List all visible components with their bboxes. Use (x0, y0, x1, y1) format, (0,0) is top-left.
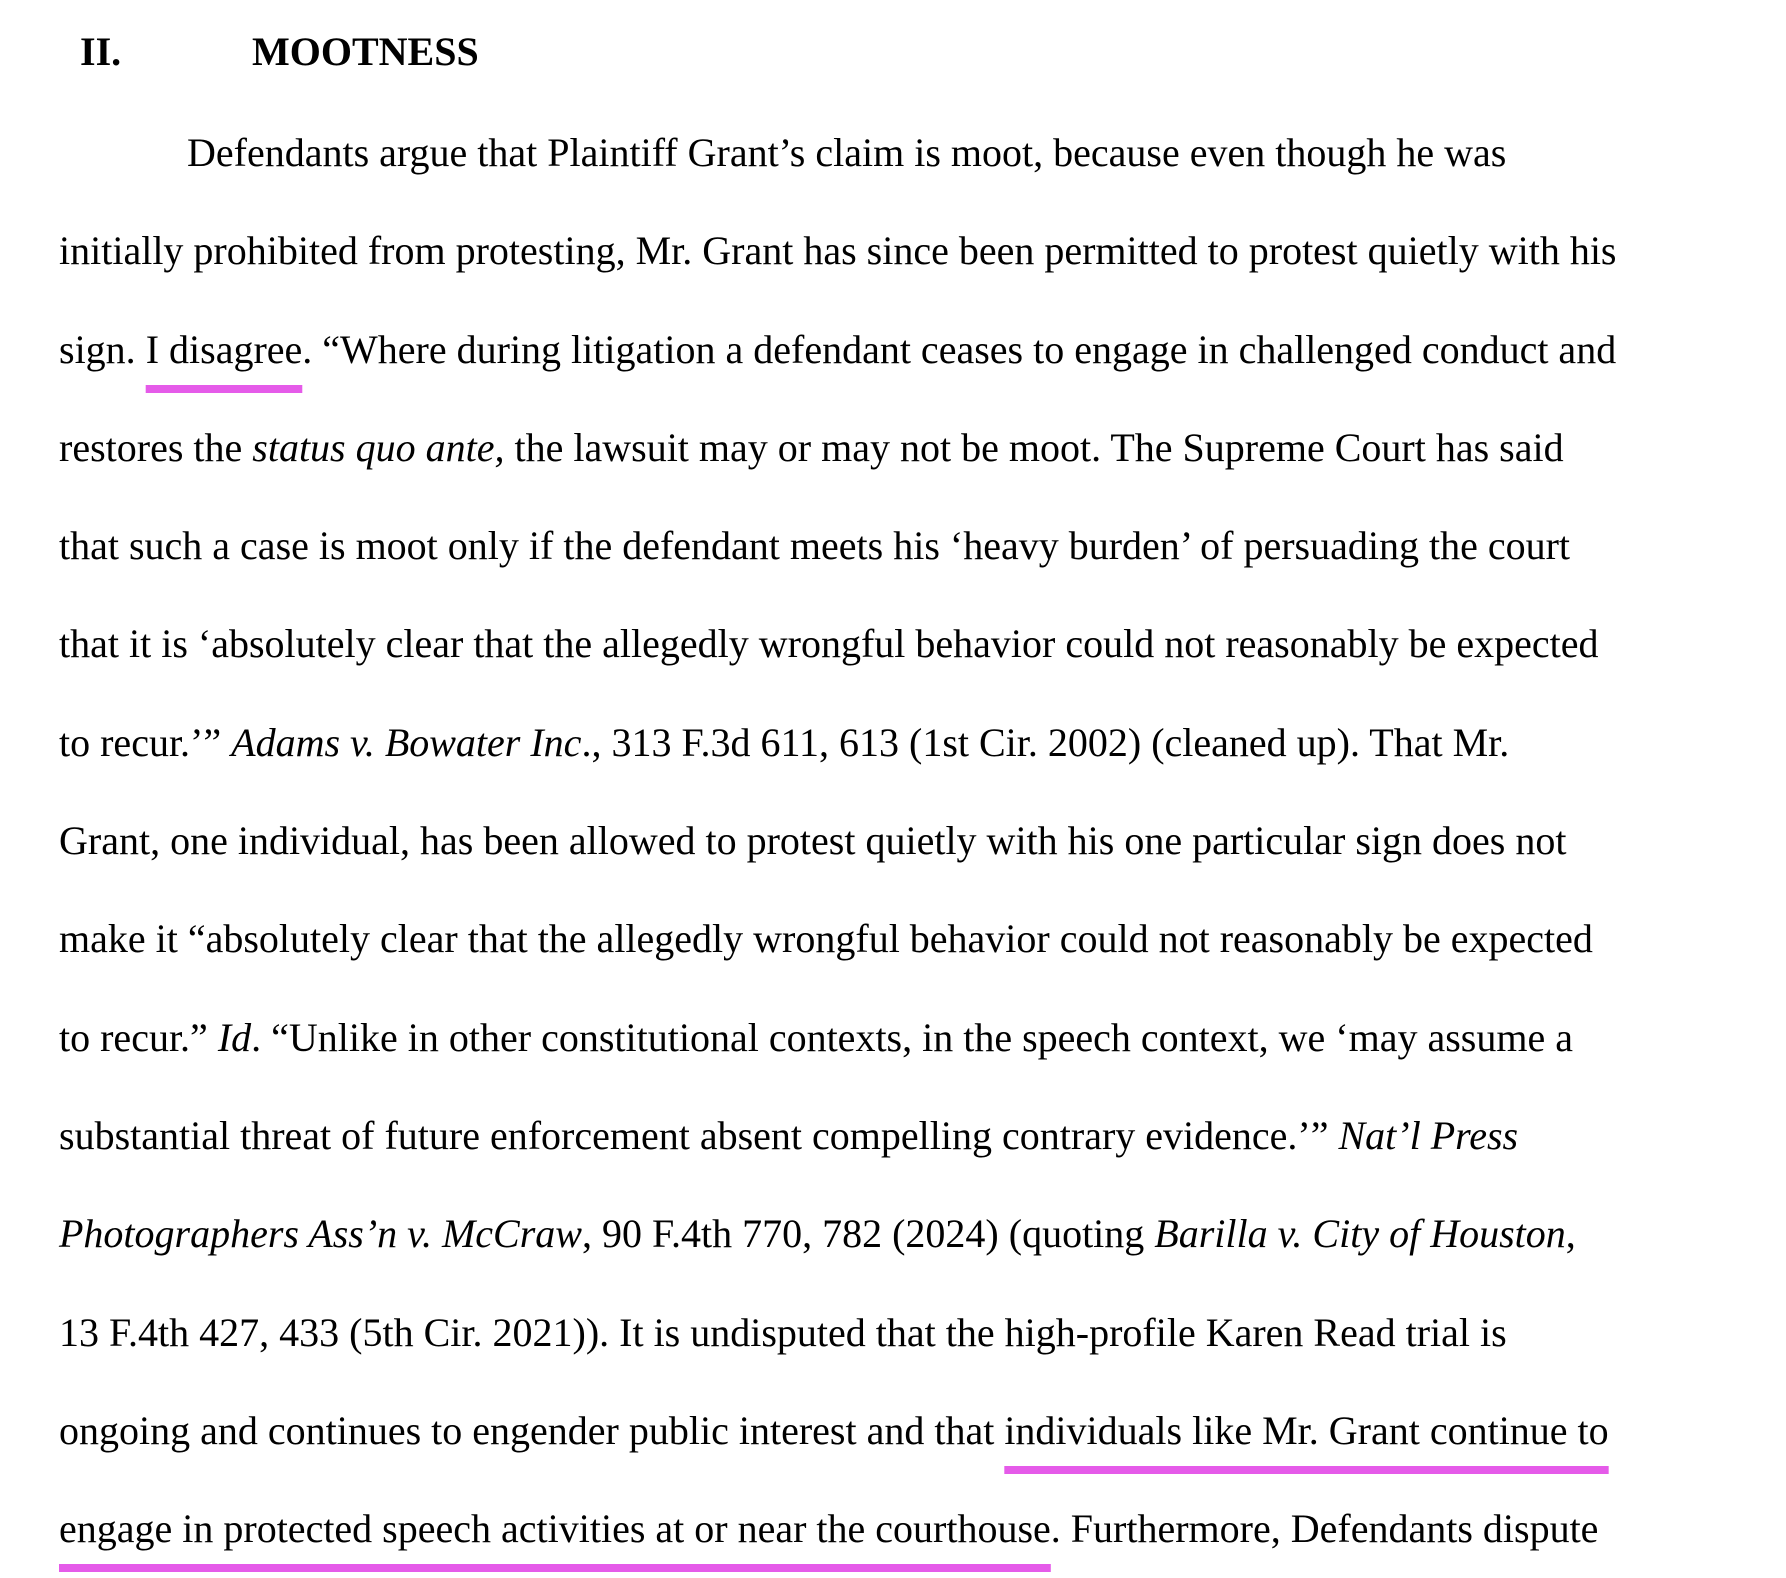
text-line (59, 1284, 1759, 1382)
text-segment: substantial threat of future enforcement absent compelling contrary evidence.’” (59, 1112, 1339, 1158)
highlighted-phrase: I disagree (145, 326, 303, 372)
opinion-paragraph (59, 104, 1759, 1578)
text-line (59, 202, 1759, 300)
text-segment: initially prohibited from protesting, Mr. Grant has since been permitted to protest quietly with his (59, 228, 1617, 274)
section-number: II. (80, 29, 122, 74)
text-line (59, 890, 1759, 988)
text-line (59, 792, 1759, 890)
text-segment: make it “absolutely clear that the allegedly wrongful behavior could not reasonably be expected (59, 916, 1593, 962)
text-line (59, 497, 1759, 595)
text-segment: . Furthermore, Defendants dispute (1050, 1506, 1599, 1552)
italic-citation: Id (217, 1014, 252, 1060)
text-segment: ., 313 F.3d 611, 613 (1st Cir. 2002) (cleaned up). That Mr. (581, 719, 1510, 765)
text-line (59, 1087, 1759, 1185)
text-segment: , 90 F.4th 770, 782 (2024) (quoting (581, 1211, 1155, 1257)
text-segment: that such a case is moot only if the defendant meets his ‘heavy burden’ of persuading the court (59, 523, 1571, 569)
text-segment: the lawsuit may or may not be moot. The Supreme Court has said (504, 424, 1564, 470)
text-segment: that it is ‘absolutely clear that the allegedly wrongful behavior could not reasonably be expected (59, 621, 1599, 667)
text-segment: , (1565, 1211, 1576, 1257)
text-line (59, 104, 1759, 202)
italic-citation: Barilla v. City of Houston (1154, 1211, 1566, 1257)
text-line (59, 595, 1759, 693)
text-segment: to recur.” (59, 1014, 218, 1060)
highlighted-phrase: engage in protected speech activities at or near the courthouse (59, 1506, 1051, 1552)
text-line (59, 694, 1759, 792)
section-heading (80, 22, 479, 82)
italic-citation: Nat’l Press (1338, 1112, 1519, 1158)
text-line (59, 989, 1759, 1087)
text-line (59, 1382, 1759, 1480)
text-segment: Defendants argue that Plaintiff Grant’s claim is moot, because even though he was (187, 130, 1507, 175)
text-line (59, 301, 1759, 399)
text-line (59, 399, 1759, 497)
text-line (59, 1185, 1759, 1283)
text-segment: restores the (59, 424, 253, 470)
text-line (59, 1480, 1759, 1578)
text-segment: to recur.’” (59, 719, 232, 765)
text-segment: 13 F.4th 427, 433 (5th Cir. 2021)). It is undisputed that the high-profile Karen Read trial is (59, 1309, 1507, 1355)
highlighted-phrase: individuals like Mr. Grant continue to (1004, 1407, 1609, 1453)
text-segment: sign. (59, 326, 146, 372)
text-segment: ongoing and continues to engender public interest and that (59, 1407, 1005, 1453)
italic-citation: Photographers Ass’n v. McCraw (59, 1211, 582, 1257)
text-segment: . “Where during litigation a defendant ceases to engage in challenged conduct and (302, 326, 1617, 372)
text-segment: Grant, one individual, has been allowed to protest quietly with his one particular sign does not (59, 818, 1567, 864)
text-segment: . “Unlike in other constitutional contexts, in the speech context, we ‘may assume a (251, 1014, 1573, 1060)
italic-citation: Adams v. Bowater Inc (231, 719, 582, 765)
section-title: MOOTNESS (252, 29, 479, 74)
italic-citation: status quo ante, (252, 424, 505, 470)
